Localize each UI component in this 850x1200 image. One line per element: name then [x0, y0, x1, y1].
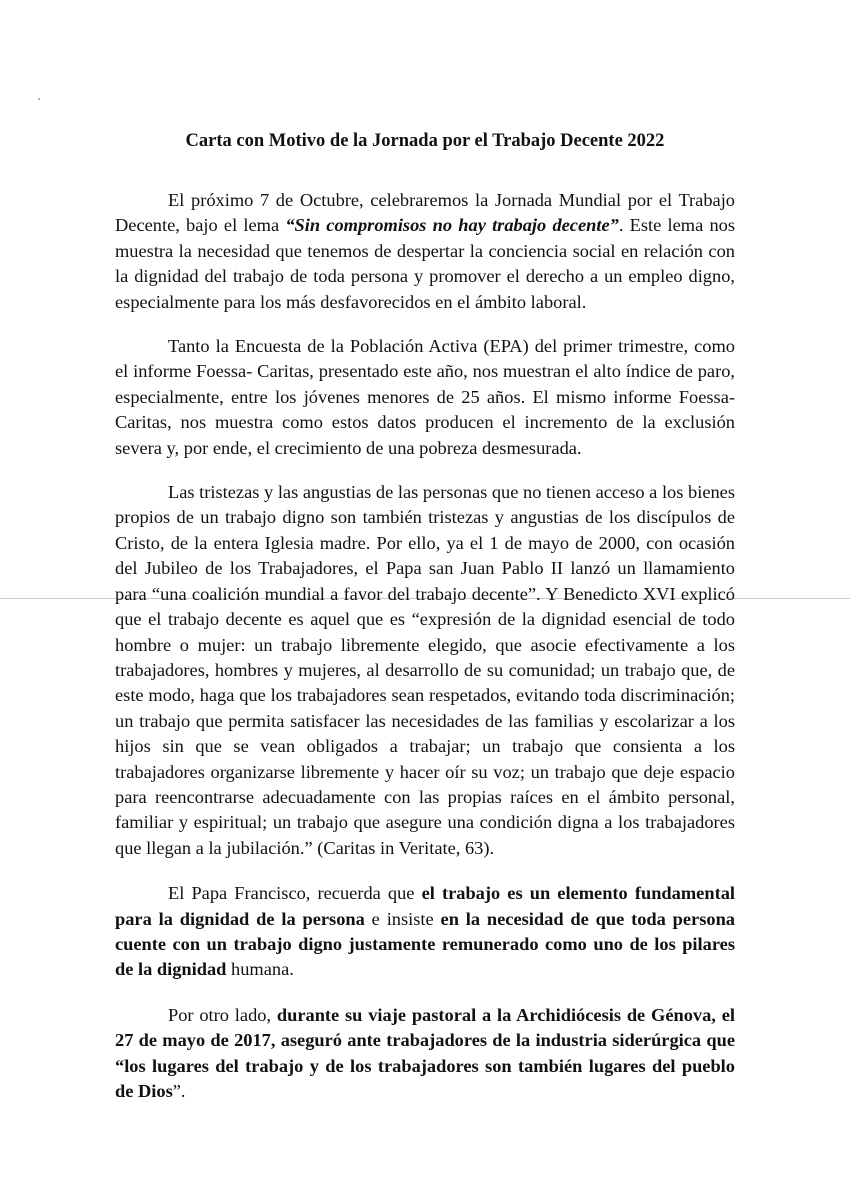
paragraph-text: humana.: [226, 959, 294, 980]
paragraph-text: e insiste: [364, 908, 441, 929]
paragraph-text: ”.: [172, 1081, 186, 1101]
document-title: Carta con Motivo de la Jornada por el Trabajo Decente 2022: [185, 131, 665, 151]
motto-quote: “Sin compromisos no hay trabajo decente”: [285, 215, 619, 236]
paragraph-text: El Papa Francisco, recuerda que: [168, 883, 422, 904]
paragraph-text: . Este lema nos muestra la necesidad que tenemos de despertar la conciencia social en relación con la dignidad del trabajo de toda persona y promover el derecho a un empleo digno, especialmente para los más desfavorecidos en el ámbito laboral.: [115, 215, 735, 312]
paragraph-jornada-mundial: [115, 188, 735, 315]
paragraph-tristezas-angustias: [115, 480, 735, 861]
paragraph-text: El próximo 7 de Octubre, celebraremos la Jornada Mundial por el Trabajo Decente, bajo el lema: [115, 190, 735, 236]
bold-emphasis: durante su viaje pastoral a la Archidiócesis de Génova, el 27 de mayo de 2017, aseguró ante trabajadores de la industria siderúrgica que “los lugares del trabajo y de los trabajadores son también lugares del pueblo de Dios: [115, 1004, 735, 1101]
paragraph-genova: [115, 1003, 735, 1105]
bold-emphasis: el trabajo es un elemento fundamental para la dignidad de la persona: [115, 883, 735, 929]
paragraph-text: Por otro lado,: [168, 1004, 277, 1025]
paragraph-papa-francisco: [115, 881, 735, 983]
paragraph-text: Las tristezas y las angustias de las personas que no tienen acceso a los bienes propios de un trabajo digno son también tristezas y angustias de los discípulos de Cristo, de la entera Iglesia madre. Por ello, ya el 1 de mayo de 2000, con ocasión del Jubileo de los Trabajadores, el Papa san Juan Pablo II lanzó un llamamiento para “una coalición mundial a favor del trabajo decente”. Y Benedicto XVI explicó que el trabajo decente es aquel que es “expresión de la dignidad esencial de todo hombre o mujer: un trabajo libremente elegido, que asocie efectivamente a los trabajadores, hombres y mujeres, al desarrollo de su comunidad; un trabajo que, de este modo, haga que los trabajadores sean respetados, evitando toda discriminación; un trabajo que permita satisfacer las necesidades de las familias y escolarizar a los hijos sin que se vean obligados a trabajar; un trabajo que consienta a los trabajadores organizarse libremente y hacer oír su voz; un trabajo que deje espacio para reencontrarse adecuadamente con las propias raíces en el ámbito personal, familiar y espiritual; un trabajo que asegure una condición digna a los trabajadores que llegan a la jubilación.” (Caritas in Veritate, 63).: [115, 482, 735, 858]
letter-page: [115, 128, 735, 1104]
paragraph-text: Tanto la Encuesta de la Población Activa (EPA) del primer trimestre, como el informe Foessa- Caritas, presentado este año, nos muestran el alto índice de paro, especialmente, entre los jóvenes menores de 25 años. El mismo informe Foessa-Caritas, nos muestra como estos datos producen el incremento de la exclusión severa y, por ende, el crecimiento de una pobreza desmesurada.: [115, 336, 735, 458]
paragraph-epa-foessa: [115, 334, 735, 461]
scan-speck: [38, 98, 40, 100]
bold-emphasis: en la necesidad de que toda persona cuente con un trabajo digno justamente remunerado como uno de los pilares de la dignidad: [115, 908, 735, 980]
